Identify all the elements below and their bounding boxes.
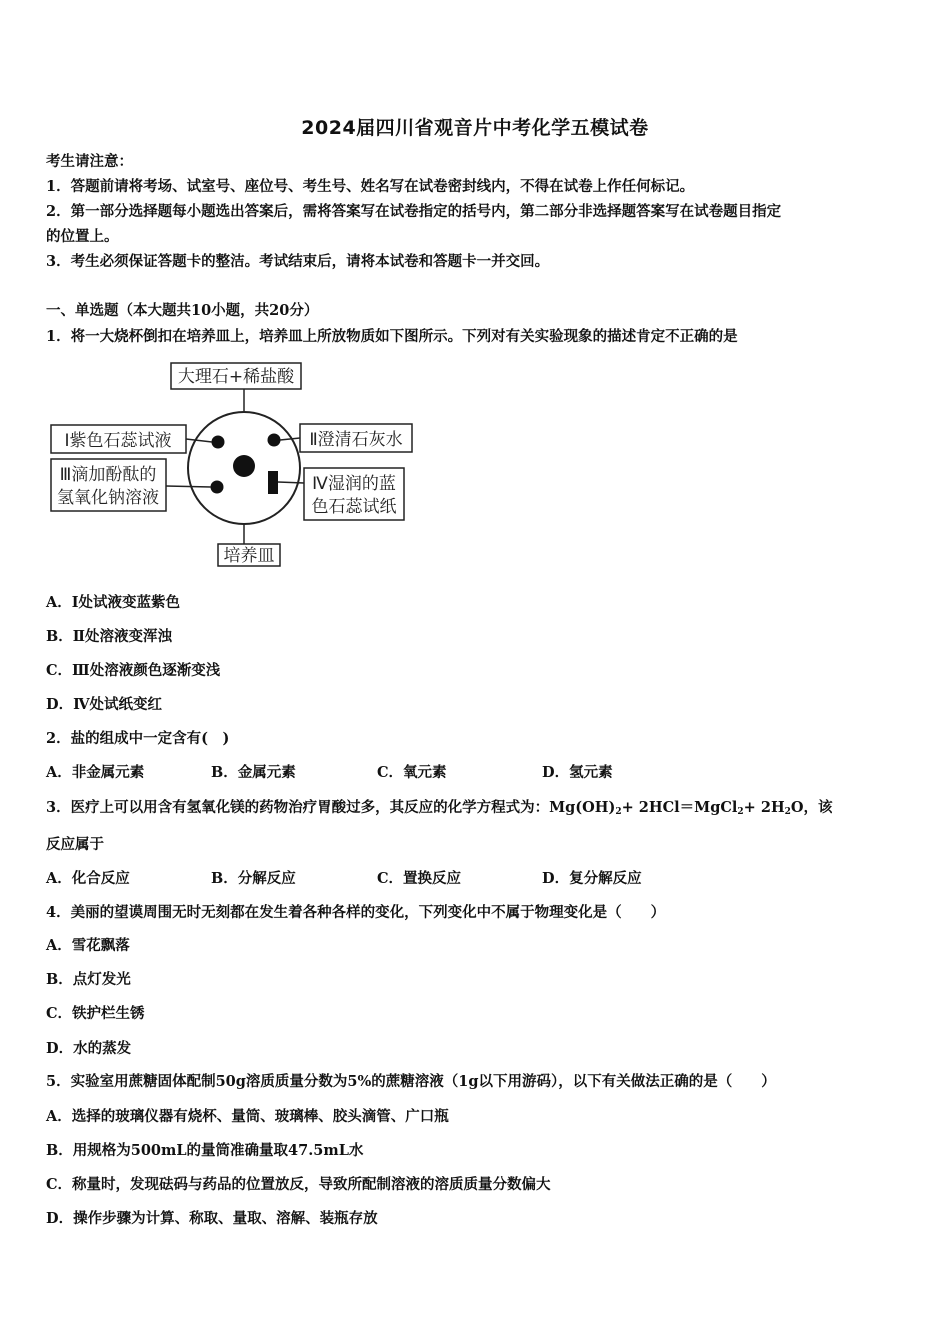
q1-option-d: D．Ⅳ处试纸变红 — [46, 696, 163, 713]
notice-item: 2．第一部分选择题每小题选出答案后，需将答案写在试卷指定的括号内，第二部分非选择题答案写在试卷题目指定 — [46, 203, 782, 220]
q3-eq-d: O，该 — [790, 799, 833, 816]
spot-ii — [268, 434, 281, 447]
q5-option-c: C．称量时，发现砝码与药品的位置放反，导致所配制溶液的溶质质量分数偏大 — [46, 1176, 551, 1193]
q1-option-a: A．Ⅰ处试液变蓝紫色 — [46, 594, 181, 611]
q3-option-a: A．化合反应 — [46, 870, 130, 887]
label-ii: Ⅱ澄清石灰水 — [309, 430, 403, 450]
q5-option-d: D．操作步骤为计算、称取、量取、溶解、装瓶存放 — [46, 1210, 378, 1227]
notice-item: 1．答题前请将考场、试室号、座位号、考生号、姓名写在试卷密封线内，不得在试卷上作任何标记。 — [46, 178, 695, 195]
q1-option-c: C．Ⅲ处溶液颜色逐渐变浅 — [46, 662, 221, 679]
label-iv-line2: 色石蕊试纸 — [311, 497, 397, 517]
question-1-stem: 1．将一大烧杯倒扣在培养皿上，培养皿上所放物质如下图所示。下列对有关实验现象的描述肯定不正确的是 — [46, 328, 738, 345]
q3-stem-prefix: 3．医疗上可以用含有氢氧化镁的药物治疗胃酸过多，其反应的化学方程式为： — [46, 799, 550, 816]
q4-option-d: D．水的蒸发 — [46, 1040, 132, 1057]
q5-option-b: B．用规格为500mL的量筒准确量取47.5mL水 — [46, 1142, 364, 1159]
q3-eq-c-sub: 2 — [784, 807, 791, 817]
label-iii-line1: Ⅲ滴加酚酞的 — [59, 465, 157, 485]
q1-option-b: B．Ⅱ处溶液变浑浊 — [46, 628, 172, 645]
notice-heading: 考生请注意： — [46, 153, 133, 170]
spot-iii — [211, 481, 224, 494]
top-label: 大理石+稀盐酸 — [177, 367, 295, 387]
q4-option-a: A．雪花飘落 — [46, 937, 130, 954]
strip-iv — [268, 471, 278, 494]
bottom-label: 培养皿 — [223, 546, 275, 566]
q4-option-b: B．点灯发光 — [46, 971, 131, 988]
spot-i — [212, 436, 225, 449]
section-heading: 一、单选题（本大题共10小题，共20分） — [46, 302, 319, 319]
question-3-stem-line2: 反应属于 — [46, 836, 104, 853]
q3-eq-b: + 2HCl＝MgCl — [621, 799, 738, 816]
notice-item: 的位置上。 — [46, 228, 119, 245]
q3-option-b: B．分解反应 — [211, 870, 296, 887]
q3-eq-c: + 2H — [743, 799, 785, 816]
label-i: Ⅰ紫色石蕊试液 — [64, 431, 172, 451]
q2-option-d: D．氢元素 — [542, 764, 613, 781]
q3-eq-b-sub: 2 — [737, 807, 744, 817]
exam-title: 2024届四川省观音片中考化学五模试卷 — [301, 117, 649, 139]
question-4-stem: 4．美丽的望谟周围无时无刻都在发生着各种各样的变化，下列变化中不属于物理变化是（ ） — [46, 904, 666, 921]
q3-eq-a-sub: 2 — [615, 807, 622, 817]
center-marble — [233, 455, 255, 477]
q2-option-b: B．金属元素 — [211, 764, 296, 781]
q3-option-c: C．置换反应 — [377, 870, 462, 887]
q2-option-a: A．非金属元素 — [46, 764, 145, 781]
notice-item: 3．考生必须保证答题卡的整洁。考试结束后，请将本试卷和答题卡一并交回。 — [46, 253, 550, 270]
question-3-stem — [46, 798, 833, 822]
q3-eq-a: Mg(OH) — [549, 799, 616, 816]
question-2-stem: 2．盐的组成中一定含有( ) — [46, 730, 230, 747]
q2-option-c: C．氧元素 — [377, 764, 447, 781]
label-iii-line2: 氢氧化钠溶液 — [57, 488, 159, 508]
question-5-stem: 5．实验室用蔗糖固体配制50g溶质质量分数为5%的蔗糖溶液（1g以下用游码），以下有关做法正确的是（ ） — [46, 1073, 776, 1090]
q5-option-a: A．选择的玻璃仪器有烧杯、量筒、玻璃棒、胶头滴管、广口瓶 — [46, 1108, 449, 1125]
q3-option-d: D．复分解反应 — [542, 870, 642, 887]
label-iv-line1: Ⅳ湿润的蓝 — [312, 474, 396, 494]
petri-dish-diagram — [46, 358, 426, 568]
q4-option-c: C．铁护栏生锈 — [46, 1005, 145, 1022]
